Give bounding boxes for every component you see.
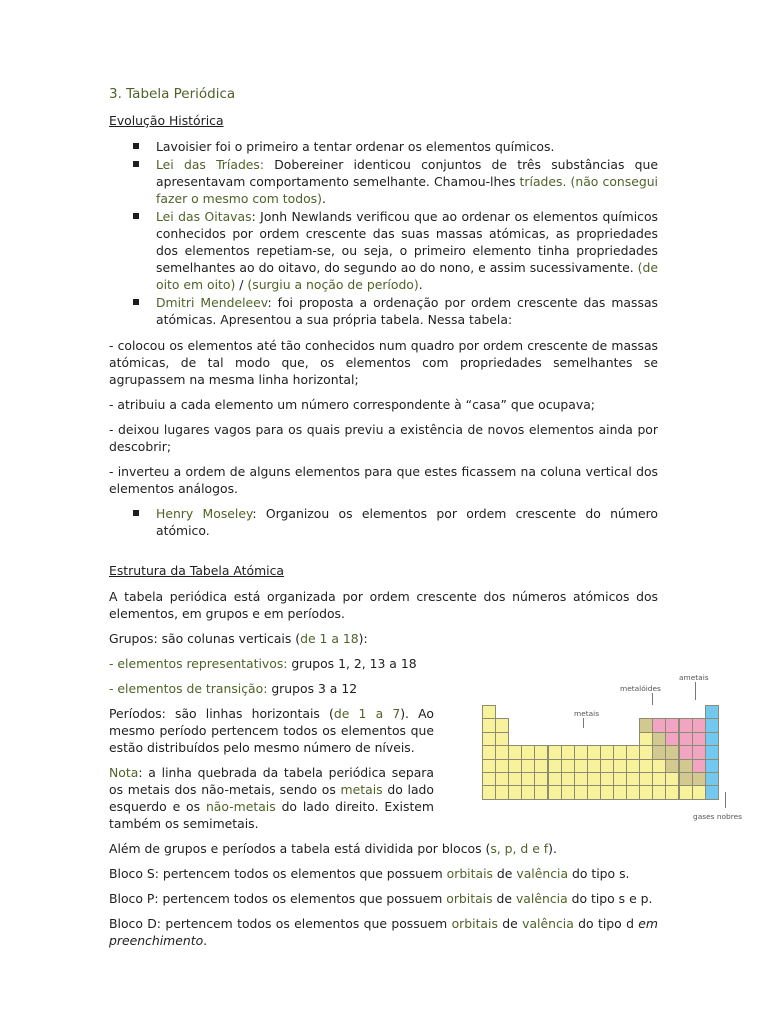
- periodic-cell-metal: [574, 759, 588, 773]
- periodic-cell-ametal: [679, 732, 693, 746]
- periodic-cell-metal: [613, 745, 627, 759]
- paragraph-periods: Períodos: são linhas horizontais (de 1 a 7). Ao mesmo período pertencem todos os elementos que estão distribuídos pelo mesmo número de níveis.: [109, 706, 434, 755]
- periodic-cell-metal: [574, 785, 588, 799]
- periodic-cell-metal: [495, 772, 509, 786]
- periodic-cell-metal: [665, 772, 679, 786]
- paragraph-blocks: Além de grupos e períodos a tabela está dividida por blocos (s, p, d e f).: [109, 841, 557, 856]
- periodic-cell-metal: [482, 732, 496, 746]
- periodic-cell-metal: [574, 772, 588, 786]
- periodic-cell-metal: [652, 785, 666, 799]
- periodic-cell-metaloide: [679, 772, 693, 786]
- periodic-cell-metal: [600, 785, 614, 799]
- periodic-cell-metaloide: [652, 745, 666, 759]
- paragraph-groups: Grupos: são colunas verticais (de 1 a 18):: [109, 631, 368, 646]
- periodic-cell-ametal: [652, 718, 666, 732]
- paragraph-representative: - elementos representativos: grupos 1, 2, 13 a 18: [109, 656, 417, 671]
- list-item: Lavoisier foi o primeiro a tentar ordenar os elementos químicos.: [109, 138, 658, 155]
- periodic-cell-metaloide: [692, 772, 706, 786]
- periodic-cell-metal: [574, 745, 588, 759]
- leader-metaloides: [652, 693, 653, 705]
- periodic-cell-metal: [626, 759, 640, 773]
- periodic-cell-metal: [561, 759, 575, 773]
- periodic-cell-metal: [534, 785, 548, 799]
- periodic-cell-metal: [587, 772, 601, 786]
- periodic-cell-metal: [495, 732, 509, 746]
- bullet-icon: [133, 213, 139, 219]
- periodic-cell-ametal: [692, 745, 706, 759]
- label-ametais: ametais: [679, 673, 709, 682]
- periodic-cell-metal: [587, 745, 601, 759]
- list-item: Lei das Oitavas: Jonh Newlands verificou que ao ordenar os elementos químicos conhecidos por ordem crescente das suas massas atómicas, as propriedades dos elementos repetiam-se, ou seja, o primeiro elemento tinha propriedades semelhantes ao do oitavo, do segundo ao do nono, e assim sucessivamente. (de oito em oito) / (surgiu a noção de período).: [109, 208, 658, 293]
- label-metais: metais: [574, 709, 600, 718]
- list-item: Lei das Tríades: Dobereiner identicou conjuntos de três substâncias que apresentavam comportamento semelhante. Chamou-lhes tríades. (não consegui fazer o mesmo com todos).: [109, 156, 658, 207]
- periodic-cell-ametal: [679, 718, 693, 732]
- periodic-cell-metal: [639, 759, 653, 773]
- list-item: Dmitri Mendeleev: foi proposta a ordenação por ordem crescente das massas atómicas. Apresentou a sua própria tabela. Nessa tabela:: [109, 294, 658, 328]
- periodic-cell-nobre: [705, 705, 719, 719]
- periodic-cell-ametal: [692, 759, 706, 773]
- periodic-cell-metal: [495, 785, 509, 799]
- periodic-cell-metal: [679, 785, 693, 799]
- periodic-cell-metaloide: [665, 745, 679, 759]
- periodic-cell-metaloide: [652, 732, 666, 746]
- bullet-icon: [133, 161, 139, 167]
- periodic-cell-metal: [561, 785, 575, 799]
- section-heading: 3. Tabela Periódica: [109, 86, 236, 102]
- periodic-cell-nobre: [705, 745, 719, 759]
- paragraph: - colocou os elementos até tão conhecidos num quadro por ordem crescente de massas atómicas, de tal modo que, os elementos com propriedades semelhantes se agrupassem na mesma linha horizontal;: [109, 338, 658, 387]
- periodic-cell-metal: [692, 785, 706, 799]
- periodic-cell-metal: [613, 772, 627, 786]
- periodic-cell-metal: [508, 745, 522, 759]
- periodic-cell-nobre: [705, 759, 719, 773]
- periodic-cell-metal: [548, 745, 562, 759]
- periodic-cell-ametal: [692, 718, 706, 732]
- periodic-cell-metal: [639, 732, 653, 746]
- periodic-cell-metal: [548, 772, 562, 786]
- periodic-cell-metaloide: [665, 759, 679, 773]
- paragraph-block-s: Bloco S: pertencem todos os elementos que possuem orbitais de valência do tipo s.: [109, 866, 630, 881]
- periodic-cell-nobre: [705, 732, 719, 746]
- periodic-cell-metal: [626, 772, 640, 786]
- paragraph: - atribuiu a cada elemento um número correspondente à “casa” que ocupava;: [109, 397, 595, 412]
- periodic-cell-metal: [495, 759, 509, 773]
- history-list: [109, 138, 658, 328]
- periodic-cell-ametal: [665, 732, 679, 746]
- periodic-cell-metal: [652, 759, 666, 773]
- periodic-cell-metaloide: [679, 759, 693, 773]
- periodic-cell-metal: [521, 785, 535, 799]
- periodic-cell-metal: [600, 772, 614, 786]
- periodic-cell-ametal: [692, 732, 706, 746]
- periodic-cell-metal: [548, 759, 562, 773]
- periodic-cell-metal: [600, 759, 614, 773]
- periodic-cell-metal: [587, 759, 601, 773]
- periodic-cell-nobre: [705, 785, 719, 799]
- document-page: [109, 86, 742, 957]
- periodic-cell-metal: [639, 785, 653, 799]
- periodic-cell-metal: [521, 772, 535, 786]
- paragraph-transition: - elementos de transição: grupos 3 a 12: [109, 681, 358, 696]
- periodic-cell-metal: [534, 745, 548, 759]
- periodic-cell-metal: [482, 718, 496, 732]
- periodic-cell-metal: [613, 759, 627, 773]
- periodic-cell-metal: [482, 745, 496, 759]
- paragraph: - deixou lugares vagos para os quais previu a existência de novos elementos ainda por descobrir;: [109, 422, 658, 454]
- periodic-cell-metal: [482, 785, 496, 799]
- leader-metais: [583, 718, 584, 728]
- paragraph-block-d: Bloco D: pertencem todos os elementos que possuem orbitais de valência do tipo d em preenchimento.: [109, 916, 658, 948]
- periodic-cell-metal: [613, 785, 627, 799]
- periodic-cell-metal: [482, 772, 496, 786]
- periodic-cell-metal: [495, 718, 509, 732]
- periodic-cell-metal: [495, 745, 509, 759]
- periodic-cell-metal: [534, 759, 548, 773]
- periodic-cell-metal: [521, 745, 535, 759]
- periodic-cell-metal: [600, 745, 614, 759]
- leader-gases-nobres: [725, 792, 726, 808]
- periodic-cell-metal: [639, 745, 653, 759]
- periodic-cell-ametal: [665, 718, 679, 732]
- label-metaloides: metalóides: [620, 684, 661, 693]
- moseley-list: [109, 505, 658, 539]
- periodic-cell-metal: [521, 759, 535, 773]
- bullet-icon: [133, 299, 139, 305]
- periodic-cell-metal: [561, 772, 575, 786]
- periodic-cell-metal: [482, 705, 496, 719]
- paragraph-block-p: Bloco P: pertencem todos os elementos que possuem orbitais de valência do tipo s e p.: [109, 891, 653, 906]
- periodic-cell-metal: [626, 745, 640, 759]
- periodic-cell-metal: [548, 785, 562, 799]
- subheading-historical: Evolução Histórica: [109, 113, 224, 128]
- paragraph: - inverteu a ordem de alguns elementos para que estes ficassem na coluna vertical dos elementos análogos.: [109, 464, 658, 496]
- periodic-cell-metal: [561, 745, 575, 759]
- periodic-cell-metal: [587, 785, 601, 799]
- periodic-cell-metal: [508, 772, 522, 786]
- bullet-icon: [133, 143, 139, 149]
- periodic-cell-metal: [534, 772, 548, 786]
- subheading-structure: Estrutura da Tabela Atómica: [109, 563, 285, 578]
- periodic-cell-nobre: [705, 772, 719, 786]
- list-item: Henry Moseley: Organizou os elementos por ordem crescente do número atómico.: [109, 505, 658, 539]
- periodic-cell-nobre: [705, 718, 719, 732]
- periodic-cell-ametal: [679, 745, 693, 759]
- periodic-cell-metal: [626, 785, 640, 799]
- paragraph: A tabela periódica está organizada por ordem crescente dos números atómicos dos elementos, em grupos e em períodos.: [109, 589, 658, 621]
- periodic-cell-metal: [482, 759, 496, 773]
- periodic-cell-metal: [652, 772, 666, 786]
- label-gases-nobres: gases nobres: [693, 812, 742, 821]
- periodic-cell-metal: [508, 759, 522, 773]
- bullet-icon: [133, 510, 139, 516]
- paragraph-note: Nota: a linha quebrada da tabela periódica separa os metais dos não-metais, sendo os metais do lado esquerdo e os não-metais do lado direito. Existem também os semimetais.: [109, 765, 434, 831]
- periodic-cell-metal: [508, 785, 522, 799]
- periodic-table-figure: [482, 673, 742, 821]
- leader-ametais: [695, 682, 696, 700]
- periodic-cell-metal: [665, 785, 679, 799]
- periodic-cell-metaloide: [639, 718, 653, 732]
- periodic-cell-metal: [639, 772, 653, 786]
